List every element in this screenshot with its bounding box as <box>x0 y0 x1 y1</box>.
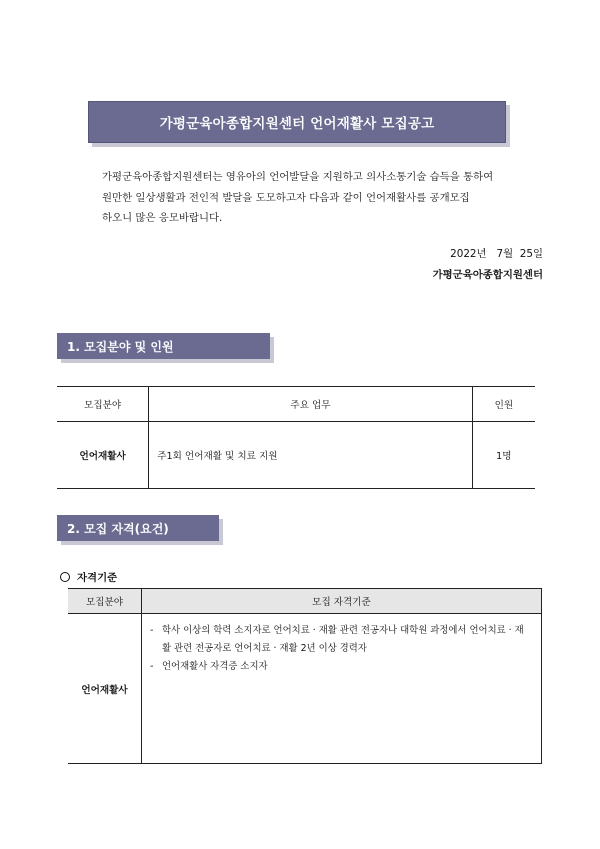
notice-date: 2022년 7월 25일 <box>450 248 543 260</box>
intro-paragraph <box>102 167 522 229</box>
table-row <box>68 614 542 764</box>
intro-line: 가평군육아종합지원센터는 영유아의 언어발달을 지원하고 의사소통기술 습득을 통하여 <box>102 171 494 183</box>
qualification-table <box>68 588 542 764</box>
list-item <box>150 622 533 658</box>
criteria-list <box>150 622 533 676</box>
table-row <box>57 422 535 489</box>
cell-duties: 주1회 언어재활 및 치료 지원 <box>149 422 473 489</box>
section-1-header <box>57 333 270 359</box>
circle-bullet-icon <box>60 572 70 582</box>
page-title: 가평군육아종합지원센터 언어재활사 모집공고 <box>88 101 506 143</box>
table-header-row <box>68 589 542 614</box>
header-field: 모집분야 <box>57 387 149 422</box>
title-banner <box>88 101 506 143</box>
intro-line: 원만한 일상생활과 전인적 발달을 도모하고자 다음과 같이 언어재활사를 공개모집 <box>102 191 470 204</box>
cell-headcount: 1명 <box>496 451 512 462</box>
cell-field: 언어재활사 <box>68 614 142 764</box>
organization-name: 가평군육아종합지원센터 <box>432 269 543 281</box>
section-2-header <box>57 515 219 541</box>
intro-line: 하오니 많은 응모바랍니다. <box>102 212 223 224</box>
header-field: 모집분야 <box>68 589 142 614</box>
cell-criteria <box>142 614 542 764</box>
header-duties: 주요 업무 <box>149 387 473 422</box>
cell-field: 언어재활사 <box>57 422 149 489</box>
section-2-title: 2. 모집 자격(요건) <box>57 515 219 541</box>
section-1-title: 1. 모집분야 및 인원 <box>57 333 270 359</box>
list-item <box>150 658 533 676</box>
qualification-subheading <box>60 569 117 584</box>
header-criteria: 모집 자격기준 <box>142 589 542 614</box>
criteria-text: 학사 이상의 학력 소지자로 언어치료 · 재활 관련 전공자나 대학원 과정에서 언어치료 · 재 <box>162 625 524 636</box>
criteria-text: 언어재활사 자격증 소지자 <box>162 661 268 672</box>
criteria-text: 활 관련 전공자로 언어치료 · 재활 2년 이상 경력자 <box>162 643 367 654</box>
subheading-text: 자격기준 <box>77 572 118 584</box>
header-headcount: 인원 <box>472 387 535 422</box>
table-header-row <box>57 387 535 422</box>
recruitment-field-table <box>57 386 535 489</box>
